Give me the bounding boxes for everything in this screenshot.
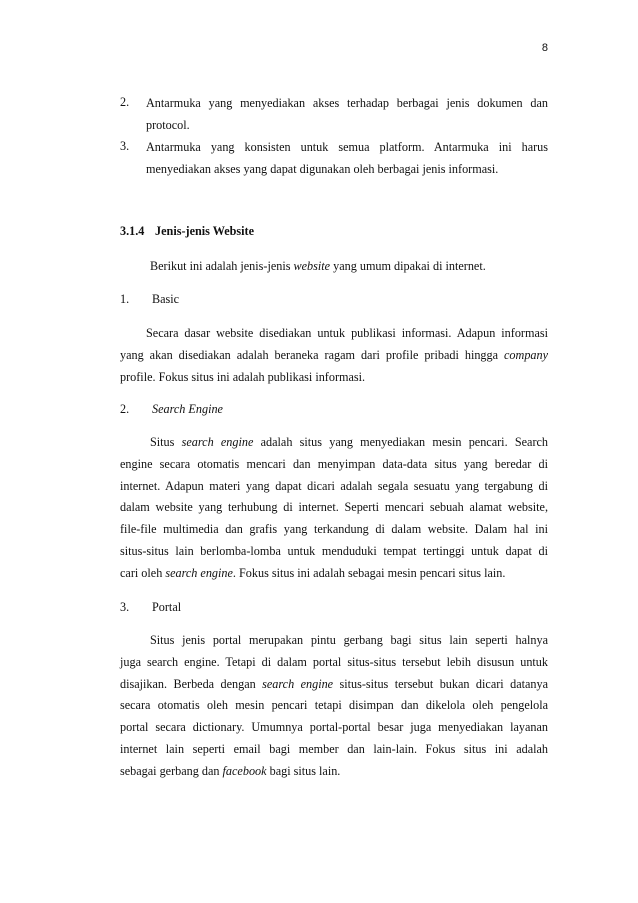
emphasis: website — [293, 259, 331, 273]
section-number: 3.1.4 — [120, 224, 145, 238]
list-number: 2. — [120, 95, 130, 109]
emphasis: company — [504, 347, 549, 362]
item-title: 1. Basic — [120, 292, 180, 306]
search-engine-paragraph: Situs search engine adalah situs yang menyediakan mesin pencari. Search engine secara otomatis mencari dan menyimpan data-data situs yang beredar di internet. Adapun materi yang dapat dicari adalah segala sesuatu yang tergabung di dalam website yang terhubung di internet. Seperti mencari sebuah alamat website, file-file multimedia dan grafis yang terkandung di dalam website. Dalam hal ini situs-situs lain berlomba-lomba untuk menduduki tempat tertinggi untuk dapat di cari oleh search engine. Fokus situs ini adalah sebagai mesin pencari situs lain. — [120, 435, 549, 580]
list-text-line: menyediakan akses yang dapat digunakan oleh berbagai jenis informasi. — [146, 162, 499, 176]
emphasis: search engine — [181, 435, 254, 449]
basic-paragraph: Secara dasar website disediakan untuk publikasi informasi. Adapun informasi yang akan disediakan adalah beraneka ragam dari profile pribadi hingga company profile. Fokus situs ini adalah publikasi informasi. — [120, 326, 549, 384]
portal-paragraph: Situs jenis portal merupakan pintu gerbang bagi situs lain seperti halnya juga search engine. Tetapi di dalam portal situs-situs tersebut lebih disusun untuk disajikan. Berbeda dengan search engine situs-situs tersebut bukan dicari datanya secara otomatis oleh mesin pencari tetapi disimpan dan dikelola oleh pengelola portal secara dictionary. Umumnya portal-portal besar juga menyediakan layanan internet lain seperti email bagi member dan lain-lain. Fokus situs ini adalah sebagai gerbang dan facebook bagi situs lain. — [120, 633, 548, 778]
list-number: 3. — [120, 139, 130, 153]
section-title: Jenis-jenis Website — [155, 224, 255, 238]
emphasis: search engine — [262, 676, 334, 691]
item-title: 2. Search Engine — [120, 402, 223, 416]
emphasis: facebook — [222, 763, 267, 778]
emphasis: search engine — [165, 565, 233, 580]
intro-paragraph: Berikut ini adalah jenis-jenis website yang umum dipakai di internet. — [150, 259, 486, 273]
list-text-line: protocol. — [146, 118, 190, 132]
section-heading — [120, 221, 254, 241]
list-text-line: Antarmuka yang menyediakan akses terhadap berbagai jenis dokumen dan — [146, 96, 548, 110]
list-text-line: Antarmuka yang konsisten untuk semua platform. Antarmuka ini harus — [146, 140, 548, 154]
page-number: 8 — [541, 42, 548, 54]
item-title: 3. Portal — [120, 600, 182, 614]
